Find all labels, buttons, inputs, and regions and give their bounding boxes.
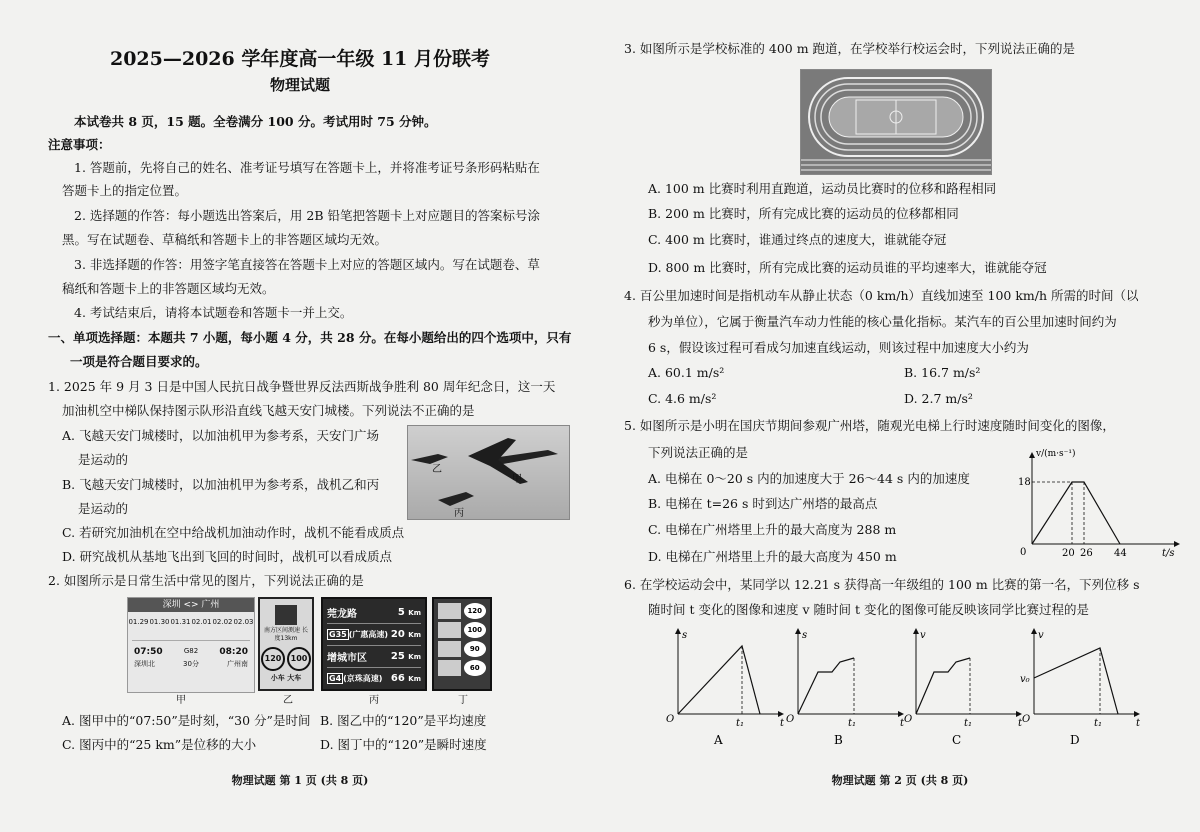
fig-bing-distance-sign bbox=[321, 597, 427, 691]
app-title: 深圳 <> 广州 bbox=[128, 598, 254, 612]
page-footer: 物理试题 第 2 页 (共 8 页) bbox=[831, 774, 969, 787]
speed-limit: 60 bbox=[464, 660, 487, 676]
q3-option-c: C. 400 m 比赛时，谁通过终点的速度大，谁就能夺冠 bbox=[648, 232, 947, 247]
velocity-line bbox=[1032, 482, 1120, 544]
date-tab: 01.31 bbox=[170, 618, 191, 626]
fig-jia-ticket-app bbox=[127, 597, 255, 693]
speed-limit: 100 bbox=[464, 622, 487, 638]
graph-b bbox=[786, 628, 905, 747]
option-label-b: B bbox=[834, 733, 843, 747]
svg-text:O: O bbox=[1022, 714, 1031, 725]
aircraft-formation-image bbox=[408, 426, 569, 519]
x-label: t/s bbox=[1162, 548, 1175, 559]
svg-text:t: t bbox=[780, 718, 785, 729]
q1-stem: 1. 2025 年 9 月 3 日是中国人民抗日战争暨世界反法西斯战争胜利 80 周年纪念日，这一天 bbox=[48, 379, 556, 394]
notice-line: 3. 非选择题的作答：用签字笔直接答在答题卡上对应的答题区域内。写在试题卷、草 bbox=[74, 257, 540, 272]
section-1-heading: 一、单项选择题：本题共 7 小题，每小题 4 分，共 28 分。在每小题给出的四个选项中，只有 bbox=[48, 330, 572, 345]
q6-graphs bbox=[664, 628, 1194, 748]
q6-stem: 随时间 t 变化的图像和速度 v 随时间 t 变化的图像可能反映该同学比赛过程的是 bbox=[648, 602, 1089, 617]
duration: 30分 bbox=[183, 660, 199, 668]
speed-limit: 120 bbox=[464, 603, 487, 619]
graph-d bbox=[1020, 628, 1141, 747]
running-track-image bbox=[801, 70, 991, 174]
q5-option-a: A. 电梯在 0～20 s 内的加速度大于 26～44 s 内的加速度 bbox=[648, 471, 970, 486]
q4-option-c: C. 4.6 m/s² bbox=[648, 391, 717, 406]
y-label: v/(m·s⁻¹) bbox=[1036, 449, 1076, 459]
svg-text:v: v bbox=[1038, 630, 1044, 641]
graph-c bbox=[904, 628, 1023, 747]
t-tick: 44 bbox=[1114, 548, 1127, 559]
vehicle-labels: 小车 大车 bbox=[270, 674, 302, 682]
option-label-d: D bbox=[1070, 733, 1080, 747]
page-footer: 物理试题 第 1 页 (共 8 页) bbox=[231, 774, 369, 787]
svg-text:O: O bbox=[786, 714, 795, 725]
intro: 本试卷共 8 页，15 题。全卷满分 100 分。考试用时 75 分钟。 bbox=[74, 114, 437, 129]
train-number: G82 bbox=[183, 647, 199, 655]
q5-vt-graph bbox=[1016, 444, 1184, 560]
q4-option-b: B. 16.7 m/s² bbox=[904, 365, 981, 380]
fig-ding-lane-speed-sign bbox=[432, 597, 492, 691]
q3-option-d: D. 800 m 比赛时，所有完成比赛的运动员谁的平均速率大，谁就能夺冠 bbox=[648, 260, 1047, 275]
notice-heading: 注意事项： bbox=[48, 137, 111, 152]
date-tab: 01.29 bbox=[128, 618, 149, 626]
q5-stem: 下列说法正确的是 bbox=[648, 445, 749, 460]
q4-option-d: D. 2.7 m/s² bbox=[904, 391, 973, 406]
q3-stem: 3. 如图所示是学校标准的 400 m 跑道，在学校举行校运会时，下列说法正确的是 bbox=[624, 41, 1076, 56]
distance-row: G4 (京珠高速) 66 Km bbox=[329, 673, 421, 684]
q5-option-b: B. 电梯在 t=26 s 时到达广州塔的最高点 bbox=[648, 496, 878, 511]
label-yi: 乙 bbox=[432, 464, 442, 475]
date-tab: 02.03 bbox=[233, 618, 254, 626]
q5-option-d: D. 电梯在广州塔里上升的最大高度为 450 m bbox=[648, 549, 897, 564]
q2-option-b: B. 图乙中的“120”是平均速度 bbox=[320, 713, 487, 728]
depart-station: 深圳北 bbox=[134, 660, 155, 668]
option-label-a: A bbox=[714, 733, 723, 747]
notice-line: 1. 答题前，先将自己的姓名、准考证号填写在答题卡上，并将准考证号条形码粘贴在 bbox=[74, 160, 540, 175]
q1-stem: 加油机空中梯队保持图示队形沿直线飞越天安门城楼。下列说法不正确的是 bbox=[62, 403, 475, 418]
distance-row: 增城市区 25 Km bbox=[327, 646, 421, 668]
q5-stem: 5. 如图所示是小明在国庆节期间参观广州塔，随观光电梯上行时速度随时间变化的图像， bbox=[624, 418, 1115, 433]
origin: 0 bbox=[1020, 547, 1027, 558]
q1-aircraft-photo bbox=[407, 425, 570, 520]
svg-text:t₁: t₁ bbox=[736, 718, 745, 729]
v-tick: 18 bbox=[1018, 477, 1031, 488]
q3-option-a: A. 100 m 比赛时利用直跑道，运动员比赛时的位移和路程相同 bbox=[648, 181, 997, 196]
svg-text:t: t bbox=[1018, 718, 1023, 729]
y-axis-arrow bbox=[1029, 452, 1035, 458]
svg-text:t₁: t₁ bbox=[848, 718, 857, 729]
date-tab: 01.30 bbox=[149, 618, 170, 626]
q1-option-a-cont: 是运动的 bbox=[78, 452, 129, 467]
camera-icon bbox=[275, 605, 297, 625]
svg-text:O: O bbox=[666, 714, 675, 725]
speed-limit: 90 bbox=[464, 641, 487, 657]
q4-stem: 4. 百公里加速时间是指机动车从静止状态（0 km/h）直线加速至 100 km/h 所需的时间（以 bbox=[624, 288, 1139, 303]
q1-option-a: A. 飞越天安门城楼时，以加油机甲为参考系，天安门广场 bbox=[62, 428, 379, 443]
q1-option-c: C. 若研究加油机在空中给战机加油动作时，战机不能看成质点 bbox=[62, 525, 405, 540]
date-tab: 02.02 bbox=[212, 618, 233, 626]
sign-icon bbox=[438, 660, 461, 676]
distance-row: G35 (广惠高速) 20 Km bbox=[327, 624, 421, 646]
q3-option-b: B. 200 m 比赛时，所有完成比赛的运动员的位移都相同 bbox=[648, 206, 959, 221]
q2-option-d: D. 图丁中的“120”是瞬时速度 bbox=[320, 737, 487, 752]
svg-text:s: s bbox=[802, 630, 808, 641]
svg-text:t: t bbox=[900, 718, 905, 729]
notice-line: 2. 选择题的作答：每小题选出答案后，用 2B 铅笔把答题卡上对应题目的答案标号涂 bbox=[74, 208, 540, 223]
q1-option-d: D. 研究战机从基地飞出到飞回的时间时，战机可以看成质点 bbox=[62, 549, 393, 564]
truck-icon bbox=[438, 641, 461, 657]
svg-text:t₁: t₁ bbox=[964, 718, 973, 729]
x-axis-arrow bbox=[1174, 541, 1180, 547]
section-1-heading-cont: 一项是符合题目要求的。 bbox=[70, 354, 208, 369]
caption-jia: 甲 bbox=[176, 695, 186, 706]
caption-ding: 丁 bbox=[458, 695, 468, 706]
q3-track-photo bbox=[800, 69, 992, 175]
svg-text:O: O bbox=[904, 714, 913, 725]
caption-yi: 乙 bbox=[283, 695, 293, 706]
label-bing: 丙 bbox=[454, 508, 464, 519]
car-icon bbox=[438, 603, 461, 619]
svg-text:v₀: v₀ bbox=[1020, 674, 1030, 685]
zone-text: 南方区间测速 长度13km bbox=[264, 627, 308, 642]
label-jia: 甲 bbox=[512, 474, 522, 485]
caption-bing: 丙 bbox=[369, 695, 379, 706]
option-label-c: C bbox=[952, 733, 962, 747]
exam-subtitle: 物理试题 bbox=[269, 76, 330, 94]
svg-text:s: s bbox=[682, 630, 688, 641]
notice-line: 4. 考试结束后，请将本试题卷和答题卡一并上交。 bbox=[74, 305, 353, 320]
svg-text:v: v bbox=[920, 630, 926, 641]
q2-stem: 2. 如图所示是日常生活中常见的图片，下列说法正确的是 bbox=[48, 573, 364, 588]
q4-option-a: A. 60.1 m/s² bbox=[648, 365, 725, 380]
page-2 bbox=[600, 0, 1200, 832]
speed-limit-truck: 100 bbox=[287, 647, 311, 671]
date-tab: 02.01 bbox=[191, 618, 212, 626]
q1-option-b: B. 飞越天安门城楼时，以加油机甲为参考系，战机乙和丙 bbox=[62, 477, 380, 492]
arrive-station: 广州南 bbox=[226, 660, 248, 668]
notice-line: 稿纸和答题卡上的非答题区域均无效。 bbox=[62, 281, 275, 296]
bus-icon bbox=[438, 622, 461, 638]
t-tick: 20 bbox=[1062, 548, 1075, 559]
distance-row: 莞龙路 5 Km bbox=[327, 602, 421, 624]
fig-yi-speed-sign bbox=[258, 597, 314, 691]
q1-option-b-cont: 是运动的 bbox=[78, 501, 129, 516]
arrive-time: 08:20 bbox=[219, 647, 248, 657]
svg-text:t: t bbox=[1136, 718, 1141, 729]
q5-option-c: C. 电梯在广州塔里上升的最大高度为 288 m bbox=[648, 522, 897, 537]
notice-line: 黑。写在试题卷、草稿纸和答题卡上的非答题区域均无效。 bbox=[62, 232, 388, 247]
q4-stem: 6 s，假设该过程可看成匀加速直线运动，则该过程中加速度大小约为 bbox=[648, 340, 1029, 355]
graph-a bbox=[666, 628, 785, 747]
exam-title: 2025—2026 学年度高一年级 11 月份联考 bbox=[109, 48, 491, 70]
q4-stem: 秒为单位），它属于衡量汽车动力性能的核心量化指标。某汽车的百公里加速时间约为 bbox=[648, 314, 1117, 329]
notice-line: 答题卡上的指定位置。 bbox=[62, 183, 188, 198]
svg-text:t₁: t₁ bbox=[1094, 718, 1103, 729]
speed-limit-car: 120 bbox=[261, 647, 285, 671]
q2-option-a: A. 图甲中的“07:50”是时刻，“30 分”是时间 bbox=[62, 713, 311, 728]
q2-option-c: C. 图丙中的“25 km”是位移的大小 bbox=[62, 737, 257, 752]
depart-time: 07:50 bbox=[134, 647, 163, 657]
t-tick: 26 bbox=[1080, 548, 1093, 559]
q6-stem: 6. 在学校运动会中，某同学以 12.21 s 获得高一年级组的 100 m 比赛的第一名，下列位移 s bbox=[624, 577, 1140, 592]
